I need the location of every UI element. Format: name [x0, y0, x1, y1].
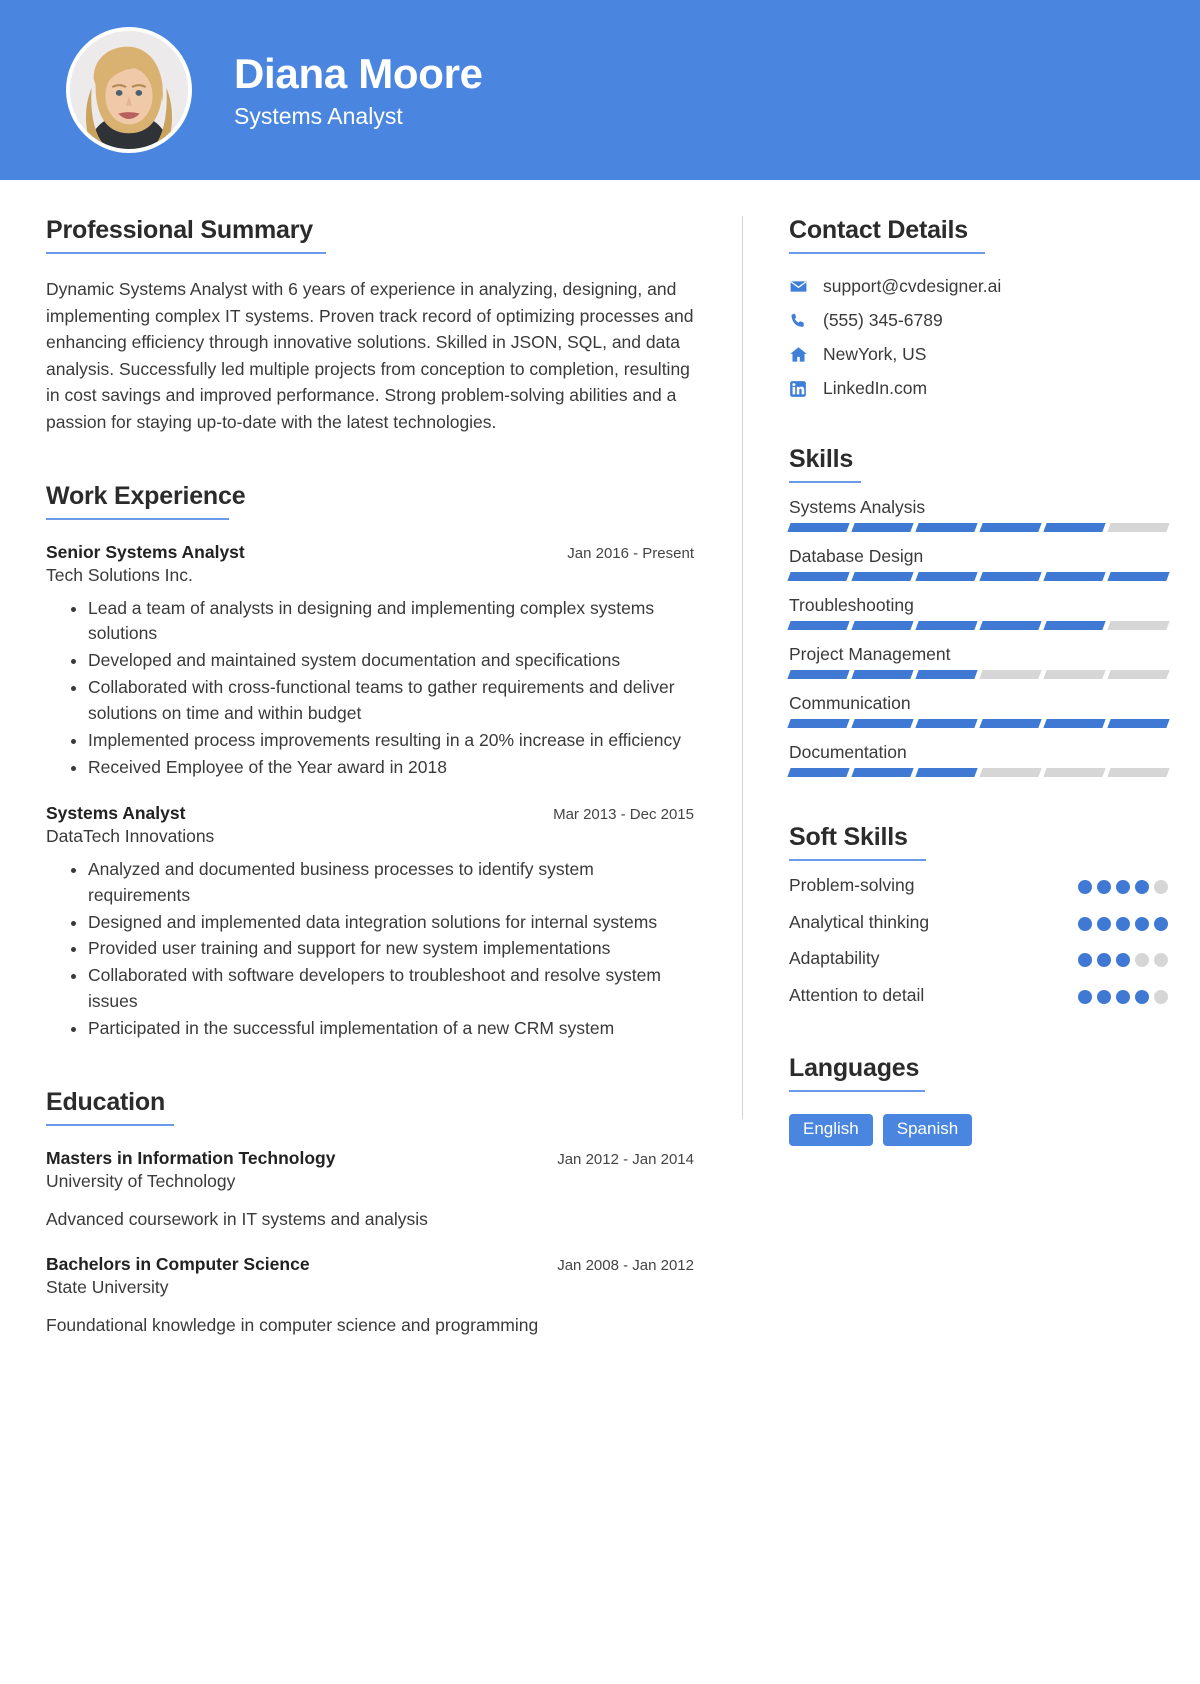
skill-segment: [787, 670, 849, 679]
work-entry-header: [46, 803, 694, 824]
section-languages: [789, 1054, 1168, 1147]
skill-item: [789, 595, 1168, 630]
skill-segment: [1107, 670, 1169, 679]
skill-segment: [1107, 768, 1169, 777]
skill-segment: [979, 523, 1041, 532]
language-tag: Spanish: [883, 1114, 972, 1147]
section-work-experience: [46, 482, 694, 1042]
section-professional-summary: [46, 216, 694, 436]
skill-segment: [1107, 523, 1169, 532]
rating-dot: [1097, 880, 1111, 894]
soft-skill-name: Adaptability: [789, 948, 880, 969]
skill-name: Troubleshooting: [789, 595, 914, 615]
contact-value[interactable]: (555) 345-6789: [823, 310, 943, 330]
education-dates: Jan 2008 - Jan 2012: [557, 1257, 694, 1275]
skill-segment: [1043, 621, 1105, 630]
job-bullet: • Received Employee of the Year award in 2018: [88, 755, 694, 781]
page-title: Diana Moore: [234, 50, 483, 98]
job-title-subtitle: Systems Analyst: [234, 102, 403, 129]
skill-item: [789, 546, 1168, 581]
rating-dot: [1135, 953, 1149, 967]
contact-value[interactable]: NewYork, US: [823, 344, 927, 364]
job-bullet: • Developed and maintained system documentation and specifications: [88, 648, 694, 674]
job-bullet: • Collaborated with software developers to troubleshoot and resolve system issues: [88, 963, 694, 1015]
section-rule: [46, 252, 326, 254]
skill-segment: [915, 768, 977, 777]
section-rule: [789, 1090, 925, 1092]
contact-row: [789, 276, 1168, 297]
section-heading-skills: Skills: [789, 445, 854, 473]
school-name: University of Technology: [46, 1171, 236, 1192]
skill-item: [789, 742, 1168, 777]
job-dates: Jan 2016 - Present: [567, 544, 694, 562]
job-company: DataTech Innovations: [46, 825, 215, 846]
skill-segment: [787, 719, 849, 728]
contact-row: [789, 310, 1168, 331]
job-bullet: • Designed and implemented data integration solutions for internal systems: [88, 910, 694, 936]
contact-row: [789, 344, 1168, 365]
degree-title: Masters in Information Technology: [46, 1148, 336, 1169]
skill-segment: [1043, 719, 1105, 728]
rating-dot: [1154, 953, 1168, 967]
school-name: State University: [46, 1277, 169, 1298]
education-note: Advanced coursework in IT systems and analysis: [46, 1209, 428, 1230]
skill-segment: [1043, 670, 1105, 679]
skill-level-bar: [789, 719, 1168, 728]
sidebar-column: [743, 216, 1200, 1339]
main-column: [0, 216, 742, 1339]
soft-skill-name: Attention to detail: [789, 984, 925, 1005]
education-entry-header: [46, 1254, 694, 1275]
skill-name: Communication: [789, 693, 911, 713]
job-role: Systems Analyst: [46, 802, 186, 823]
skill-item: [789, 693, 1168, 728]
rating-dot: [1116, 953, 1130, 967]
soft-skill-name: Problem-solving: [789, 875, 915, 895]
skill-segment: [1107, 621, 1169, 630]
rating-dot: [1097, 990, 1111, 1004]
education-entry-list: [46, 1148, 694, 1339]
avatar: [66, 27, 192, 153]
soft-skill-item: [789, 984, 1168, 1008]
rating-dot: [1097, 917, 1111, 931]
skill-name: Documentation: [789, 742, 907, 762]
skill-segment: [851, 572, 913, 581]
skill-segment: [851, 670, 913, 679]
job-bullet-list: [70, 857, 694, 1042]
home-icon: [789, 345, 815, 364]
skill-segment: [1107, 719, 1169, 728]
skill-level-bar: [789, 572, 1168, 581]
linkedin-icon: [789, 380, 815, 398]
skill-segment: [915, 621, 977, 630]
section-heading-contact: Contact Details: [789, 216, 968, 244]
skill-segment: [915, 670, 977, 679]
section-heading-soft-skills: Soft Skills: [789, 823, 908, 851]
skill-segment: [915, 719, 977, 728]
section-heading-education: Education: [46, 1088, 166, 1117]
rating-dot: [1116, 880, 1130, 894]
skill-segment: [851, 523, 913, 532]
job-bullet: • Lead a team of analysts in designing and implementing complex systems solutions: [88, 596, 694, 648]
section-heading-work: Work Experience: [46, 481, 246, 510]
rating-dot: [1135, 880, 1149, 894]
skill-segment: [787, 768, 849, 777]
skill-item: [789, 644, 1168, 679]
job-bullet-list: [70, 596, 694, 781]
rating-dot: [1135, 917, 1149, 931]
work-entry: [46, 542, 694, 781]
work-entry-header: [46, 542, 694, 563]
contact-value[interactable]: LinkedIn.com: [823, 378, 928, 398]
skill-name: Systems Analysis: [789, 497, 926, 517]
soft-skill-rating: [1078, 984, 1168, 1004]
skill-level-bar: [789, 768, 1168, 777]
envelope-icon: [789, 277, 815, 296]
skill-item: [789, 497, 1168, 532]
section-education: [46, 1088, 694, 1339]
degree-title: Bachelors in Computer Science: [46, 1254, 310, 1275]
job-bullet: • Participated in the successful implementation of a new CRM system: [88, 1016, 694, 1042]
rating-dot: [1116, 990, 1130, 1004]
section-heading-languages: Languages: [789, 1053, 920, 1082]
language-tag: English: [789, 1114, 873, 1147]
rating-dot: [1097, 953, 1111, 967]
education-dates: Jan 2012 - Jan 2014: [557, 1151, 694, 1169]
rating-dot: [1135, 990, 1149, 1004]
rating-dot: [1154, 917, 1168, 931]
contact-row: [789, 378, 1168, 399]
job-bullet: • Provided user training and support for new system implementations: [88, 936, 694, 962]
soft-skill-name: Analytical thinking: [789, 911, 930, 932]
skill-segment: [915, 572, 977, 581]
job-bullet: • Collaborated with cross-functional teams to gather requirements and deliver solutions on time and within budget: [88, 675, 694, 727]
rating-dot: [1154, 990, 1168, 1004]
job-dates: Mar 2013 - Dec 2015: [553, 805, 694, 823]
section-rule: [789, 481, 861, 483]
skill-level-bar: [789, 621, 1168, 630]
section-skills: [789, 445, 1168, 777]
summary-text: Dynamic Systems Analyst with 6 years of experience in analyzing, designing, and implementing complex IT systems. Proven track record of optimizing processes and enhancing efficiency through innovative solutions. Skilled in JSON, SQL, and data analysis. Successfully led multiple projects from conception to completion, resulting in cost savings and improved performance. Strong problem-solving abilities and a passion for staying up-to-date with the latest technologies.: [46, 279, 694, 432]
rating-dot: [1154, 880, 1168, 894]
rating-dot: [1078, 880, 1092, 894]
resume-body: [0, 180, 1200, 1339]
skill-segment: [1043, 572, 1105, 581]
section-rule: [46, 1124, 174, 1126]
skill-segment: [851, 621, 913, 630]
rating-dot: [1078, 953, 1092, 967]
skill-segment: [851, 719, 913, 728]
section-heading-summary: Professional Summary: [46, 216, 313, 244]
soft-skill-rating: [1078, 874, 1168, 894]
contact-list: [789, 276, 1168, 399]
rating-dot: [1116, 917, 1130, 931]
education-entry: [46, 1148, 694, 1232]
skill-name: Database Design: [789, 546, 924, 566]
soft-skill-item: [789, 947, 1168, 971]
language-tag-list: [789, 1114, 1168, 1147]
soft-skill-rating: [1078, 947, 1168, 967]
job-bullet: • Implemented process improvements resulting in a 20% increase in efficiency: [88, 728, 694, 754]
resume-header: [0, 0, 1200, 180]
portrait-photo-icon: [70, 31, 188, 149]
work-entry-list: [46, 542, 694, 1042]
work-entry: [46, 803, 694, 1042]
section-rule: [789, 859, 926, 861]
job-bullet: • Analyzed and documented business processes to identify system requirements: [88, 857, 694, 909]
section-rule: [789, 252, 985, 254]
rating-dot: [1078, 990, 1092, 1004]
soft-skill-item: [789, 874, 1168, 898]
soft-skills-list: [789, 874, 1168, 1008]
skill-segment: [915, 523, 977, 532]
education-entry-header: [46, 1148, 694, 1169]
phone-icon: [789, 312, 815, 330]
section-contact-details: [789, 216, 1168, 399]
skill-level-bar: [789, 670, 1168, 679]
skill-level-bar: [789, 523, 1168, 532]
skill-segment: [787, 621, 849, 630]
header-text-block: [234, 50, 483, 129]
skill-segment: [1043, 768, 1105, 777]
skill-segment: [787, 523, 849, 532]
skill-segment: [787, 572, 849, 581]
skill-segment: [979, 621, 1041, 630]
soft-skill-rating: [1078, 911, 1168, 931]
rating-dot: [1078, 917, 1092, 931]
skill-segment: [1043, 523, 1105, 532]
skill-segment: [979, 719, 1041, 728]
skill-segment: [979, 670, 1041, 679]
skill-segment: [979, 768, 1041, 777]
education-note: Foundational knowledge in computer science and programming: [46, 1315, 539, 1336]
skill-segment: [851, 768, 913, 777]
contact-value[interactable]: support@cvdesigner.ai: [823, 276, 1002, 296]
education-entry: [46, 1254, 694, 1338]
skill-segment: [979, 572, 1041, 581]
section-rule: [46, 518, 229, 520]
job-company: Tech Solutions Inc.: [46, 564, 193, 585]
skills-list: [789, 497, 1168, 777]
skill-name: Project Management: [789, 644, 951, 664]
section-soft-skills: [789, 823, 1168, 1008]
soft-skill-item: [789, 911, 1168, 935]
job-role: Senior Systems Analyst: [46, 541, 245, 562]
skill-segment: [1107, 572, 1169, 581]
